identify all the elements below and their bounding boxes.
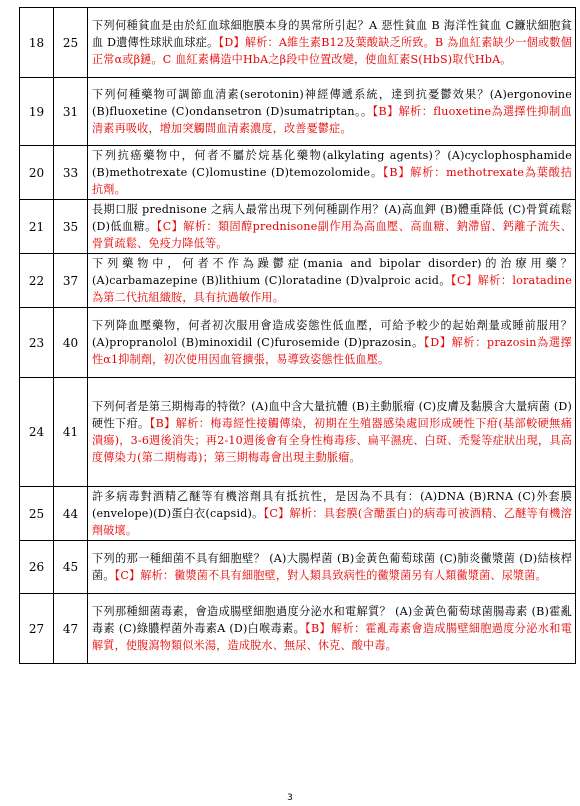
answer-explanation: 【C】解析：具套膜(含醣蛋白)的病毒可被酒精、乙醚等有機溶劑破壞。 bbox=[92, 507, 572, 537]
row-number: 27 bbox=[20, 594, 54, 664]
question-cell bbox=[88, 541, 576, 594]
question-cell bbox=[88, 378, 576, 487]
answer-explanation: 【D】解析：A維生素B12及葉酸缺乏所致。B 為血紅素缺少一個或數個正常α或β鏈。C 血紅素構造中HbA之β段中位置改變，使血紅素S(HbS)取代HbA。 bbox=[92, 36, 573, 66]
question-text: 下列降血壓藥物，何者初次服用會造成姿態性低血壓，可給予較少的起始劑量或睡前服用？(A)propranolol (B)minoxidil (C)furosemide (D)prazosin。 bbox=[92, 319, 572, 349]
question-row bbox=[20, 254, 576, 308]
question-row bbox=[20, 487, 576, 541]
question-cell bbox=[88, 308, 576, 378]
row-number: 18 bbox=[20, 8, 54, 78]
question-table bbox=[19, 7, 576, 664]
row-number: 24 bbox=[20, 378, 54, 487]
question-number: 44 bbox=[54, 487, 88, 541]
question-cell bbox=[88, 8, 576, 78]
question-row bbox=[20, 541, 576, 594]
question-text: 下列藥物中，何者不作為躁鬱症(mania and bipolar disorder)的治療用藥？(A)carbamazepine (B)lithium (C)loratadine (D)valproic acid。 bbox=[92, 257, 572, 287]
question-cell bbox=[88, 146, 576, 200]
question-number: 47 bbox=[54, 594, 88, 664]
question-row bbox=[20, 78, 576, 146]
answer-explanation: 【B】解析：fluoxetine為選擇性抑制血清素再吸收，增加突觸間血清素濃度，改善憂鬱症。 bbox=[92, 105, 572, 135]
answer-explanation: 【C】解析：黴漿菌不具有細胞壁，對人類具致病性的黴漿菌另有人類黴漿菌、尿漿菌。 bbox=[114, 569, 547, 582]
question-cell bbox=[88, 487, 576, 541]
answer-explanation: 【B】解析：梅毒經性接觸傳染，初期在生殖器感染處回形成硬性下疳(基部較硬無痛潰瘍)，3-6週後消失；再2-10週後會有全身性梅毒疹、扁平濕疣、白斑、禿髮等症狀出現，具高度傳染力(第二期梅毒)；第三期梅毒會出現主動脈瘤。 bbox=[92, 417, 572, 464]
question-text: 下列何種貧血是由於紅血球細胞膜本身的異常所引起？A 惡性貧血 B 海洋性貧血 C鐮狀細胞貧血 D遺傳性球狀血球症。 bbox=[92, 19, 572, 49]
question-number: 41 bbox=[54, 378, 88, 487]
question-text: 長期口服 prednisone 之病人最常出現下列何種副作用？(A)高血鉀 (B)體重降低 (C)骨質疏鬆 (D)低血糖。 bbox=[92, 203, 572, 233]
question-row bbox=[20, 8, 576, 78]
answer-explanation: 【B】解析：methotrexate為葉酸拮抗劑。 bbox=[92, 166, 572, 196]
answer-explanation: 【B】解析：霍亂毒素會造成腸壁細胞過度分泌水和電解質，使腹瀉物類似米湯，造成脫水、無尿、休克、酸中毒。 bbox=[92, 622, 572, 652]
question-number: 37 bbox=[54, 254, 88, 308]
question-cell bbox=[88, 78, 576, 146]
question-cell bbox=[88, 200, 576, 254]
row-number: 21 bbox=[20, 200, 54, 254]
question-row bbox=[20, 308, 576, 378]
row-number: 25 bbox=[20, 487, 54, 541]
question-text: 下列抗癌藥物中，何者不屬於烷基化藥物(alkylating agents)？(A)cyclophosphamide (B)methotrexate (C)lomustine (D)temozolomide。 bbox=[92, 149, 572, 179]
question-row bbox=[20, 594, 576, 664]
row-number: 20 bbox=[20, 146, 54, 200]
question-number: 35 bbox=[54, 200, 88, 254]
question-number: 40 bbox=[54, 308, 88, 378]
question-table-body bbox=[20, 8, 576, 664]
question-number: 33 bbox=[54, 146, 88, 200]
question-cell bbox=[88, 594, 576, 664]
question-number: 25 bbox=[54, 8, 88, 78]
row-number: 22 bbox=[20, 254, 54, 308]
question-row bbox=[20, 146, 576, 200]
answer-explanation: 【D】解析：prazosin為選擇性α1抑制劑，初次使用因血管擴張，易導致姿態性低血壓。 bbox=[92, 336, 572, 366]
question-number: 31 bbox=[54, 78, 88, 146]
answer-explanation: 【C】解析：類固醇prednisone副作用為高血壓、高血糖、鈉滯留、鈣離子流失、骨質疏鬆、免疫力降低等。 bbox=[92, 220, 572, 250]
question-row bbox=[20, 378, 576, 487]
row-number: 19 bbox=[20, 78, 54, 146]
page-number: 3 bbox=[287, 793, 293, 803]
question-text: 下列何者是第三期梅毒的特徵？(A)血中含大量抗體 (B)主動脈瘤 (C)皮膚及黏膜含大量病菌 (D)硬性下疳。 bbox=[92, 400, 572, 430]
question-text: 下列那種細菌毒素，會造成腸壁細胞過度分泌水和電解質？ (A)金黃色葡萄球菌腸毒素 (B)霍亂毒素 (C)綠膿桿菌外毒素A (D)白喉毒素。 bbox=[92, 605, 572, 635]
question-text: 下列何種藥物可調節血清素(serotonin)神經傳遞系統，達到抗憂鬱效果？(A)ergonovine (B)fluoxetine (C)ondansetron (D)sumatriptan。。 bbox=[92, 88, 572, 118]
question-cell bbox=[88, 254, 576, 308]
question-text: 許多病毒對酒精乙醚等有機溶劑具有抵抗性，是因為不具有：(A)DNA (B)RNA (C)外套膜(envelope)(D)蛋白衣(capsid)。 bbox=[92, 490, 572, 520]
row-number: 26 bbox=[20, 541, 54, 594]
answer-explanation: 【C】解析：loratadine為第二代抗組織胺，具有抗過敏作用。 bbox=[92, 274, 572, 304]
row-number: 23 bbox=[20, 308, 54, 378]
question-number: 45 bbox=[54, 541, 88, 594]
question-row bbox=[20, 200, 576, 254]
question-text: 下列的那一種細菌不具有細胞壁？ (A)大腸桿菌 (B)金黃色葡萄球菌 (C)肺炎黴漿菌 (D)結核桿菌。 bbox=[92, 552, 572, 582]
